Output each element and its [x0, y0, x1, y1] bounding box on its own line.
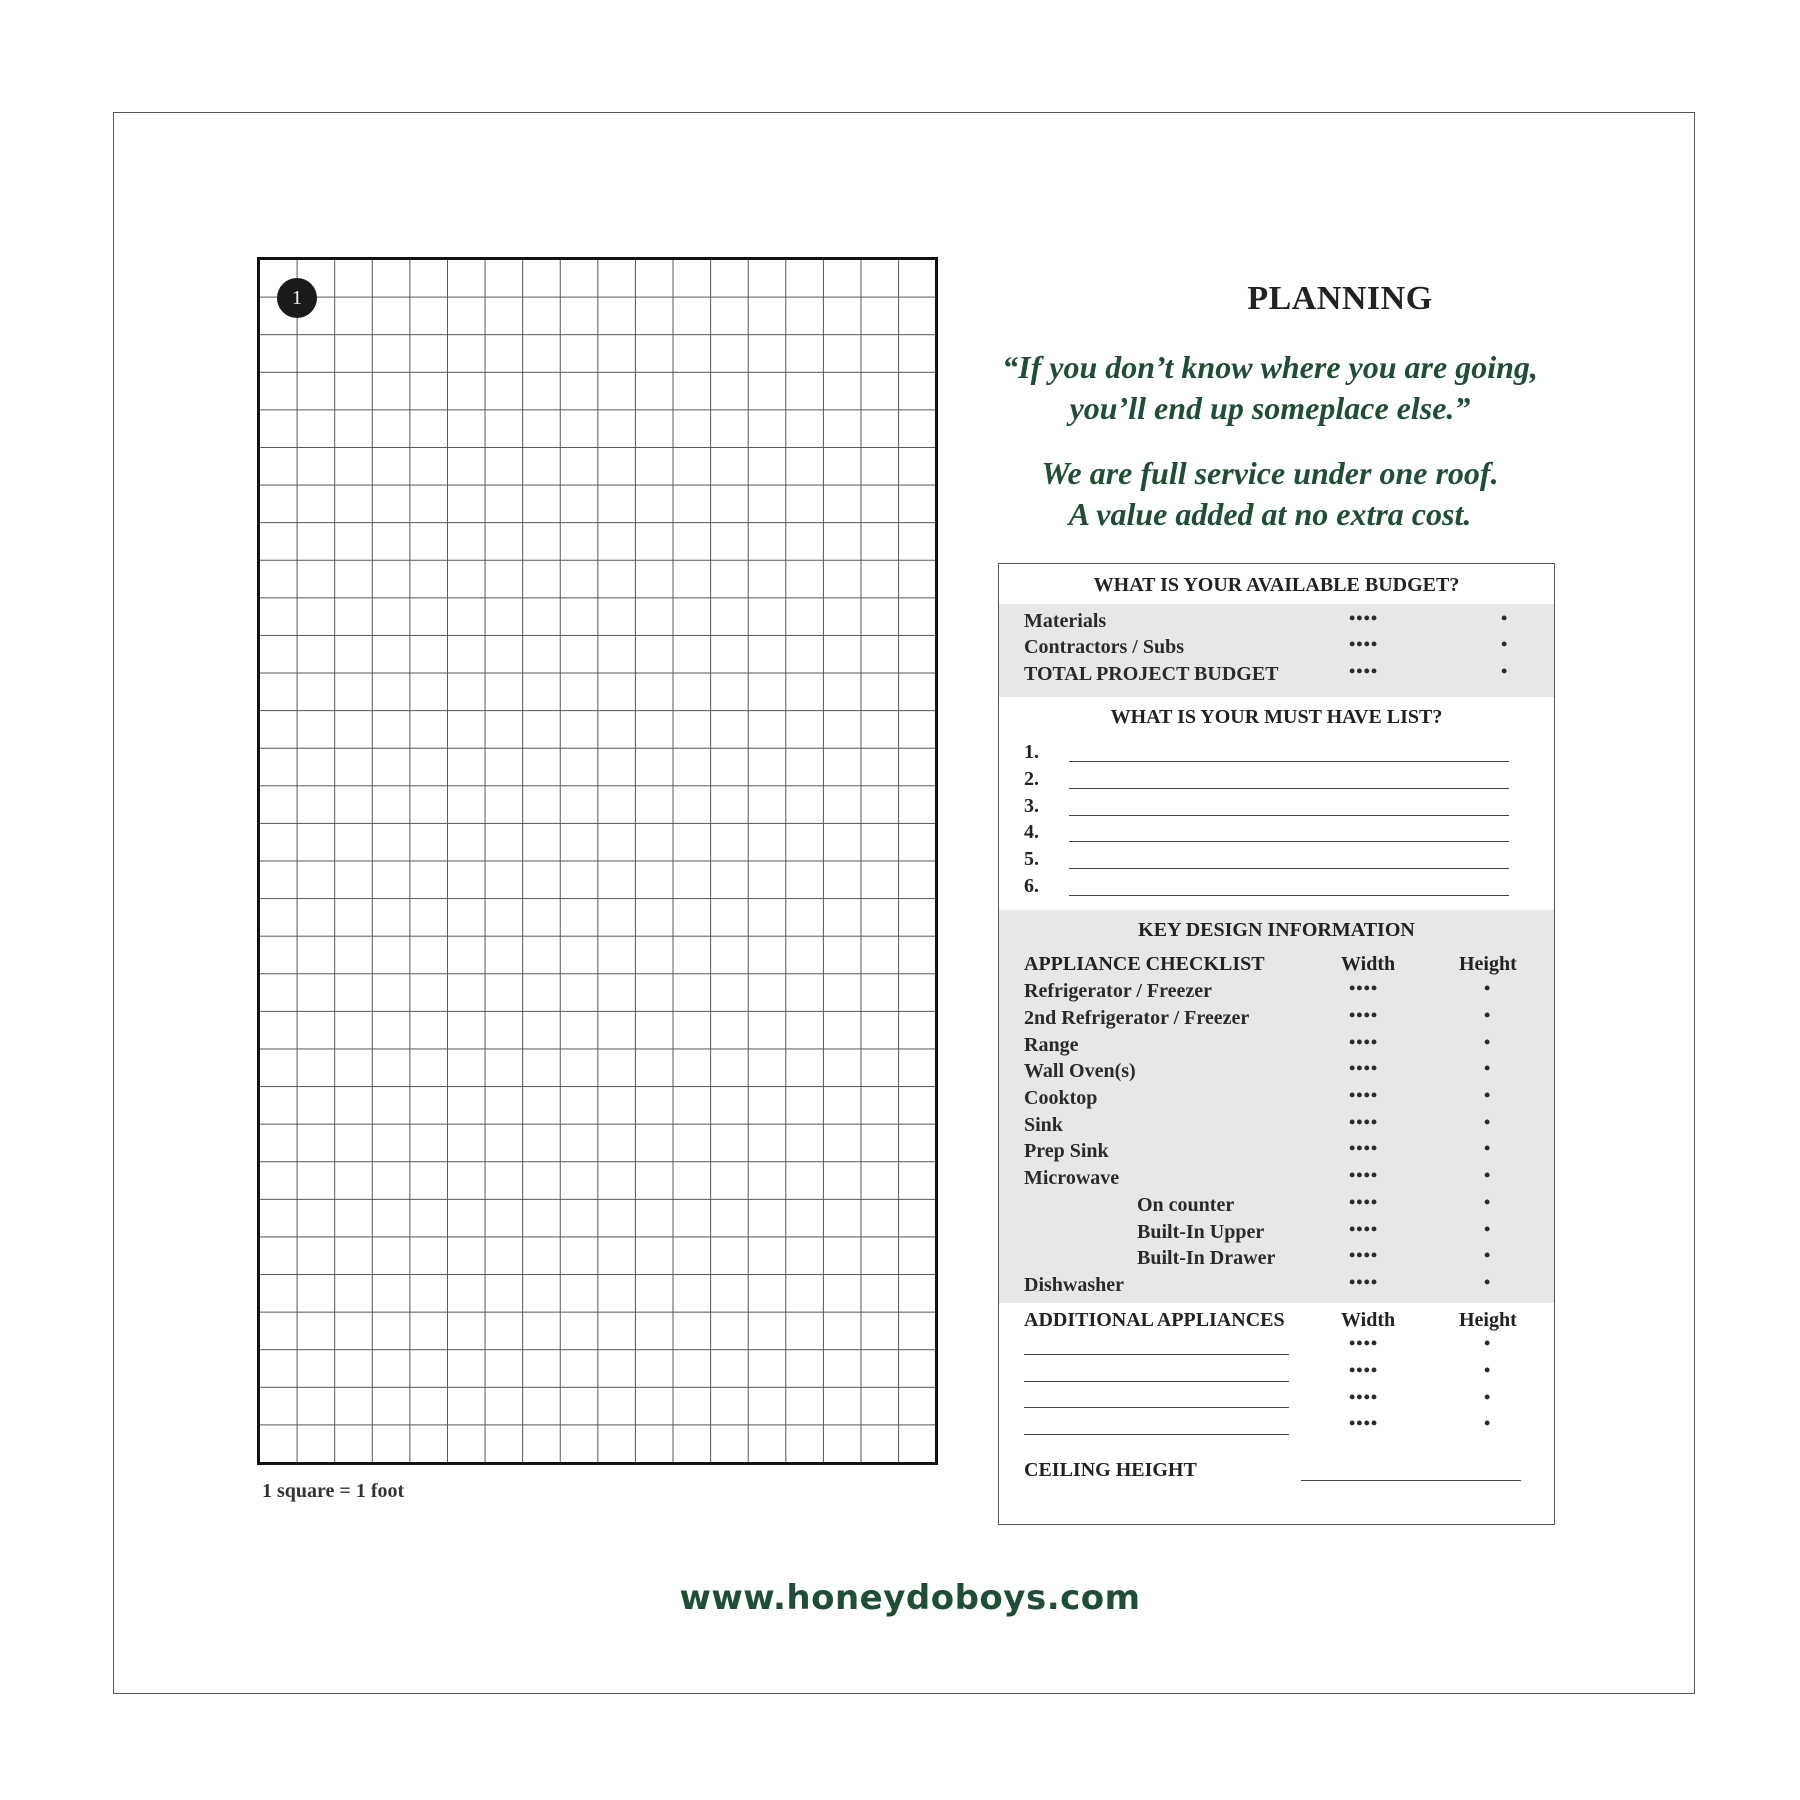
appliance-width-dots: ••••	[1349, 1112, 1379, 1132]
appliance-height-dot: •	[1484, 1112, 1491, 1132]
appliance-row[interactable]	[999, 1167, 1554, 1193]
additional-height-dot: •	[1484, 1387, 1491, 1407]
must-have-number: 2.	[1024, 768, 1039, 790]
must-have-number: 5.	[1024, 848, 1039, 870]
tagline	[960, 453, 1580, 535]
must-have-line[interactable]	[1069, 788, 1509, 789]
must-have-number: 1.	[1024, 741, 1039, 763]
appliance-row[interactable]	[999, 1247, 1554, 1273]
must-have-line[interactable]	[1069, 841, 1509, 842]
must-have-number: 6.	[1024, 875, 1039, 897]
floor-plan-grid[interactable]	[257, 257, 938, 1465]
appliance-row[interactable]	[999, 1274, 1554, 1300]
must-have-line[interactable]	[1069, 868, 1509, 869]
page-number-badge: 1	[277, 278, 317, 318]
budget-row-dots: ••••	[1349, 634, 1379, 654]
scale-note: 1 square = 1 foot	[262, 1480, 405, 1502]
additional-width-header: Width	[1341, 1309, 1396, 1331]
appliance-height-dot: •	[1484, 1138, 1491, 1158]
must-have-line[interactable]	[1069, 761, 1509, 762]
budget-section	[999, 604, 1554, 697]
budget-row-label: Contractors / Subs	[1024, 636, 1185, 658]
appliance-label: Cooktop	[1024, 1087, 1098, 1109]
appliance-label: Microwave	[1024, 1167, 1120, 1189]
budget-row[interactable]	[999, 610, 1554, 636]
checklist-label: APPLIANCE CHECKLIST	[1024, 953, 1265, 975]
appliance-row[interactable]	[999, 1087, 1554, 1113]
budget-row-dots: ••••	[1349, 661, 1379, 681]
must-have-number: 3.	[1024, 795, 1039, 817]
appliance-width-dots: ••••	[1349, 1005, 1379, 1025]
appliance-row[interactable]	[999, 1060, 1554, 1086]
appliance-height-dot: •	[1484, 1219, 1491, 1239]
appliance-width-dots: ••••	[1349, 978, 1379, 998]
appliance-label: Sink	[1024, 1114, 1063, 1136]
additional-row	[999, 1335, 1554, 1361]
additional-height-header: Height	[1459, 1309, 1517, 1331]
appliance-label: Prep Sink	[1024, 1140, 1109, 1162]
budget-row-label: TOTAL PROJECT BUDGET	[1024, 663, 1279, 685]
appliance-label: Built-In Drawer	[1137, 1247, 1276, 1269]
appliance-label: Wall Oven(s)	[1024, 1060, 1136, 1082]
appliance-width-dots: ••••	[1349, 1272, 1379, 1292]
appliance-height-dot: •	[1484, 1165, 1491, 1185]
tagline-line-2: A value added at no extra cost.	[1068, 496, 1472, 532]
appliance-row[interactable]	[999, 1034, 1554, 1060]
appliance-width-dots: ••••	[1349, 1058, 1379, 1078]
appliance-width-dots: ••••	[1349, 1032, 1379, 1052]
additional-height-dot: •	[1484, 1413, 1491, 1433]
appliance-width-dots: ••••	[1349, 1245, 1379, 1265]
appliance-height-dot: •	[1484, 1245, 1491, 1265]
additional-appliances-label: ADDITIONAL APPLIANCES	[1024, 1309, 1285, 1331]
additional-width-dots: ••••	[1349, 1413, 1379, 1433]
appliance-height-dot: •	[1484, 1005, 1491, 1025]
additional-row	[999, 1362, 1554, 1388]
quote-line-1: “If you don’t know where you are going,	[1002, 349, 1538, 385]
additional-row	[999, 1389, 1554, 1415]
appliance-width-dots: ••••	[1349, 1085, 1379, 1105]
appliance-width-dots: ••••	[1349, 1165, 1379, 1185]
ceiling-height-label: CEILING HEIGHT	[1024, 1459, 1197, 1481]
must-have-number: 4.	[1024, 821, 1039, 843]
design-section	[999, 910, 1554, 1303]
additional-width-dots: ••••	[1349, 1387, 1379, 1407]
appliance-row[interactable]	[999, 1114, 1554, 1140]
additional-row	[999, 1415, 1554, 1441]
appliance-label: Built-In Upper	[1137, 1221, 1265, 1243]
appliance-width-dots: ••••	[1349, 1138, 1379, 1158]
quote-line-2: you’ll end up someplace else.”	[1069, 390, 1471, 426]
additional-height-dot: •	[1484, 1333, 1491, 1353]
appliance-label: Refrigerator / Freezer	[1024, 980, 1213, 1002]
budget-row[interactable]	[999, 663, 1554, 689]
height-column-header: Height	[1459, 953, 1517, 975]
budget-row-dot: •	[1501, 634, 1508, 654]
budget-row-dot: •	[1501, 608, 1508, 628]
appliance-height-dot: •	[1484, 1192, 1491, 1212]
appliance-height-dot: •	[1484, 1032, 1491, 1052]
appliance-row[interactable]	[999, 1007, 1554, 1033]
appliance-height-dot: •	[1484, 978, 1491, 998]
appliance-row[interactable]	[999, 1221, 1554, 1247]
must-have-line[interactable]	[1069, 815, 1509, 816]
budget-heading: WHAT IS YOUR AVAILABLE BUDGET?	[1093, 574, 1460, 596]
appliance-label: On counter	[1137, 1194, 1235, 1216]
width-column-header: Width	[1341, 953, 1396, 975]
budget-row[interactable]	[999, 636, 1554, 662]
design-heading: KEY DESIGN INFORMATION	[1138, 919, 1415, 941]
appliance-row[interactable]	[999, 1194, 1554, 1220]
budget-row-label: Materials	[1024, 610, 1107, 632]
additional-width-dots: ••••	[1349, 1360, 1379, 1380]
additional-width-dots: ••••	[1349, 1333, 1379, 1353]
appliance-height-dot: •	[1484, 1058, 1491, 1078]
page-title: PLANNING	[1247, 280, 1433, 317]
additional-height-dot: •	[1484, 1360, 1491, 1380]
planning-form	[998, 563, 1555, 1525]
must-have-heading: WHAT IS YOUR MUST HAVE LIST?	[1110, 706, 1443, 728]
appliance-width-dots: ••••	[1349, 1192, 1379, 1212]
ceiling-height-line[interactable]	[1301, 1480, 1521, 1481]
appliance-label: Range	[1024, 1034, 1079, 1056]
must-have-line[interactable]	[1069, 895, 1509, 896]
appliance-width-dots: ••••	[1349, 1219, 1379, 1239]
appliance-label: Dishwasher	[1024, 1274, 1125, 1296]
quote	[960, 347, 1580, 429]
appliance-row[interactable]	[999, 1140, 1554, 1166]
website-link[interactable]: www.honeydoboys.com	[679, 1578, 1141, 1618]
appliance-height-dot: •	[1484, 1272, 1491, 1292]
appliance-row[interactable]	[999, 980, 1554, 1006]
appliance-height-dot: •	[1484, 1085, 1491, 1105]
budget-row-dot: •	[1501, 661, 1508, 681]
appliance-label: 2nd Refrigerator / Freezer	[1024, 1007, 1250, 1029]
budget-row-dots: ••••	[1349, 608, 1379, 628]
tagline-line-1: We are full service under one roof.	[1041, 455, 1499, 491]
